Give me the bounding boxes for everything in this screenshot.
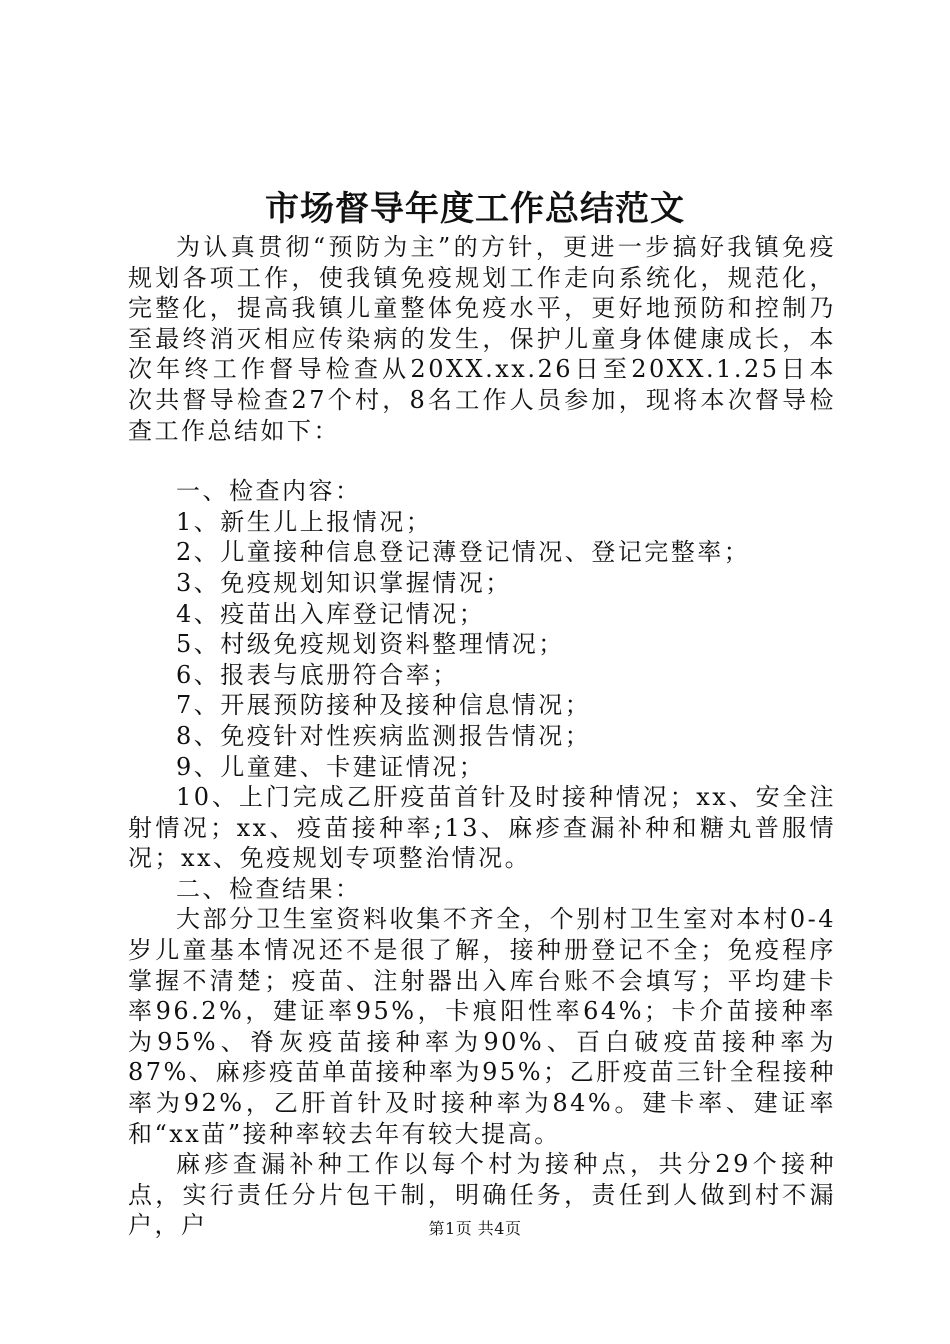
list-item: 3、免疫规划知识掌握情况； (176, 568, 512, 597)
list-item: 9、儿童建、卡建证情况； (176, 752, 486, 781)
document-body (128, 232, 836, 1241)
list-item: 5、村级免疫规划资料整理情况； (176, 630, 565, 659)
list-item: 7、开展预防接种及接种信息情况； (176, 691, 592, 720)
list-item: 10、上门完成乙肝疫苗首针及时接种情况；xx、安全注射情况；xx、疫苗接种率;13、麻疹查漏补种和糖丸普服情况；xx、免疫规划专项整治情况。 (128, 783, 836, 873)
list-item: 2、儿童接种信息登记薄登记情况、登记完整率； (176, 538, 751, 567)
list-item: 8、免疫针对性疾病监测报告情况； (176, 721, 592, 750)
document-title: 市场督导年度工作总结范文 (265, 189, 685, 229)
results-paragraph: 大部分卫生室资料收集不齐全，个别村卫生室对本村0-4岁儿童基本情况还不是很了解，接种册登记不全；免疫程序掌握不清楚；疫苗、注射器出入库台账不会填写；平均建卡率96.2%，建证率95%，卡痕阳性率64%；卡介苗接种率为95%、脊灰疫苗接种率为90%、百白破疫苗接种率为87%、麻疹疫苗单苗接种率为95%；乙肝疫苗三针全程接种率为92%，乙肝首针及时接种率为84%。建卡率、建证率和“xx苗”接种率较去年有较大提高。 (128, 905, 836, 1148)
measles-paragraph: 麻疹查漏补种工作以每个村为接种点，共分29个接种点，实行责任分片包干制，明确任务，责任到人做到村不漏户，户 (128, 1150, 836, 1240)
list-item: 6、报表与底册符合率； (176, 660, 459, 689)
intro-paragraph: 为认真贯彻“预防为主”的方针，更进一步搞好我镇免疫规划各项工作，使我镇免疫规划工作走向系统化，规范化，完整化，提高我镇儿童整体免疫水平，更好地预防和控制乃至最终消灭相应传染病的发生，保护儿童身体健康成长，本次年终工作督导检查从20XX.xx.26日至20XX.1.25日本次共督导检查27个村，8名工作人员参加，现将本次督导检查工作总结如下： (128, 233, 836, 445)
list-item: 4、疫苗出入库登记情况； (176, 599, 486, 628)
section-heading-inspection-results: 二、检查结果： (176, 874, 362, 903)
page-number-footer: 第1页 共4页 (428, 1219, 522, 1238)
list-item: 1、新生儿上报情况； (176, 507, 433, 536)
section-heading-inspection-content: 一、检查内容： (176, 477, 362, 506)
